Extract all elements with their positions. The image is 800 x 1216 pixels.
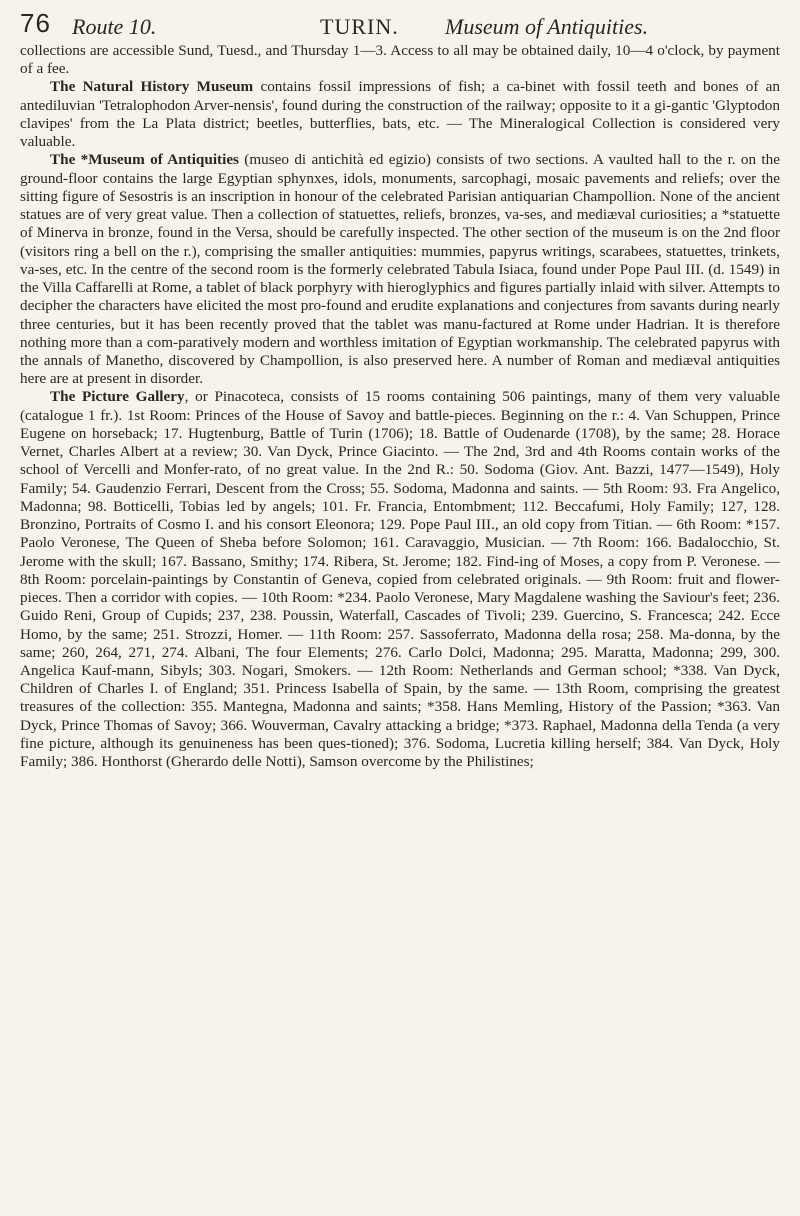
paragraph-natural-history	[20, 78, 780, 151]
body-text	[20, 42, 780, 771]
city-label: TURIN.	[320, 14, 399, 39]
page-number: 76	[20, 8, 51, 38]
paragraph-text: contains fossil impressions of fish; a ca-binet with fossil teeth and bones of an antediluvian 'Tetralophodon Arver-nensis', found during the construction of the railway; opposite to it a gi-gantic 'Glyptodon clavipes' from the La Plata district; beetles, butterflies, bats, etc. — The Mineralogical Collection is considered very valuable.	[20, 78, 780, 151]
running-header	[20, 8, 780, 42]
paragraph-access	[20, 42, 780, 78]
paragraph-text: , or Pinacoteca, consists of 15 rooms containing 506 paintings, many of them very valuable (catalogue 1 fr.). 1st Room: Princes of the House of Savoy and battle-pieces. Beginning on the r.: 4. Van Schuppen, Prince Eugene on horseback; 17. Hugtenburg, Battle of Turin (1706); 18. Battle of Oudenarde (1708), by the same; 28. Horace Vernet, Charles Albert at a review; 30. Van Dyck, Prince Giacinto. — The 2nd, 3rd and 4th Rooms contain works of the school of Vercelli and Monfer-rato, of no great value. In the 2nd R.: 50. Sodoma (Giov. Ant. Bazzi, 1477—1549), Holy Family; 54. Gaudenzio Ferrari, Descent from the Cross; 55. Sodoma, Madonna and saints. — 5th Room: 93. Fra Angelico, Madonna; 98. Botticelli, Tobias led by angels; 101. Fr. Francia, Entombment; 112. Beccafumi, Holy Family; 127, 128. Bronzino, Portraits of Cosmo I. and his consort Eleonora; 129. Pope Paul III., an old copy from Titian. — 6th Room: *157. Paolo Veronese, The Queen of Sheba before Solomon; 161. Caravaggio, Musician. — 7th Room: 166. Badalocchio, St. Jerome with the skull; 167. Bassano, Smithy; 174. Ribera, St. Jerome; 182. Find-ing of Moses, a copy from P. Veronese. — 8th Room: porcelain-paintings by Constantin of Geneva, copied from celebrated originals. — 9th Room: fruit and flower-pieces. Then a corridor with copies. — 10th Room: *234. Paolo Veronese, Mary Magdalene washing the Saviour's feet; 236. Guido Reni, Group of Cupids; 237, 238. Poussin, Waterfall, Cascades of Tivoli; 239. Guercino, S. Francesca; 242. Ecce Homo, by the same; 251. Strozzi, Homer. — 11th Room: 257. Sassoferrato, Madonna della rosa; 258. Ma-donna, by the same; 260, 264, 271, 274. Albani, The four Elements; 276. Carlo Dolci, Madonna; 295. Maratta, Madonna; 299, 300. Angelica Kauf-mann, Sibyls; 303. Nogari, Smokers. — 12th Room: Netherlands and German school; *338. Van Dyck, Children of Charles I. of England; 351. Princess Isabella of Spain, by the same. — 13th Room, comprising the greatest treasures of the collection: 355. Mantegna, Madonna and saints; *358. Hans Memling, History of the Passion; *363. Van Dyck, Prince Thomas of Savoy; 366. Wouverman, Cavalry attacking a bridge; *373. Raphael, Madonna della Tenda (a very fine picture, although its genuineness has been ques-tioned); 376. Sodoma, Lucretia killing herself; 384. Van Dyck, Holy Family; 386. Honthorst (Gherardo delle Notti), Samson overcome by the Philistines;	[20, 388, 780, 771]
paragraph-text: (museo di antichità ed egizio) consists of two sections. A vaulted hall to the r. on the ground-floor contains the large Egyptian sphynxes, idols, monuments, sarcophagi, mosaic pavements and reliefs; over the sitting figure of Sesostris is an inscription in honour of the celebrated Parisian antiquarian Champollion. None of the ancient statues are of very great value. Then a collection of statuettes, reliefs, bronzes, va-ses, and mediæval curiosities; a *statuette of Minerva in bronze, found in the Versa, should be carefully inspected. The other section of the museum is on the 2nd floor (visitors ring a bell on the r.), comprising the smaller antiquities: mummies, papyrus writings, scarabees, statuettes, trinkets, va-ses, etc. In the centre of the second room is the formerly celebrated Tabula Isiaca, found under Pope Paul III. (d. 1549) in the Villa Caffarelli at Rome, a tablet of black porphyry with hieroglyphics and figures partially inlaid with silver. Attempts to decipher the characters have elicited the most pro-found and erudite explanations and conjectures from savants during nearly three centuries, but it has been recently proved that the tablet was manu-factured at Rome under Hadrian. It is therefore nothing more than a com-paratively modern and worthless imitation of Egyptian workmanship. The celebrated papyrus with the annals of Manetho, discovered by Champollion, is also preserved here. A number of Roman and mediæval antiquities here are at present in disorder.	[20, 151, 780, 388]
paragraph-picture-gallery	[20, 388, 780, 771]
paragraph-heading: The *Museum of Antiquities	[50, 151, 239, 169]
paragraph-heading: The Picture Gallery	[50, 388, 185, 406]
section-label: Museum of Antiquities.	[445, 14, 649, 39]
route-label: Route 10.	[72, 14, 157, 39]
paragraph-antiquities	[20, 151, 780, 388]
paragraph-heading: The Natural History Museum	[50, 78, 254, 96]
paragraph-text: collections are accessible Sund, Tuesd., and Thursday 1—3. Access to all may be obtained daily, 10—4 o'clock, by payment of a fee.	[20, 42, 780, 78]
